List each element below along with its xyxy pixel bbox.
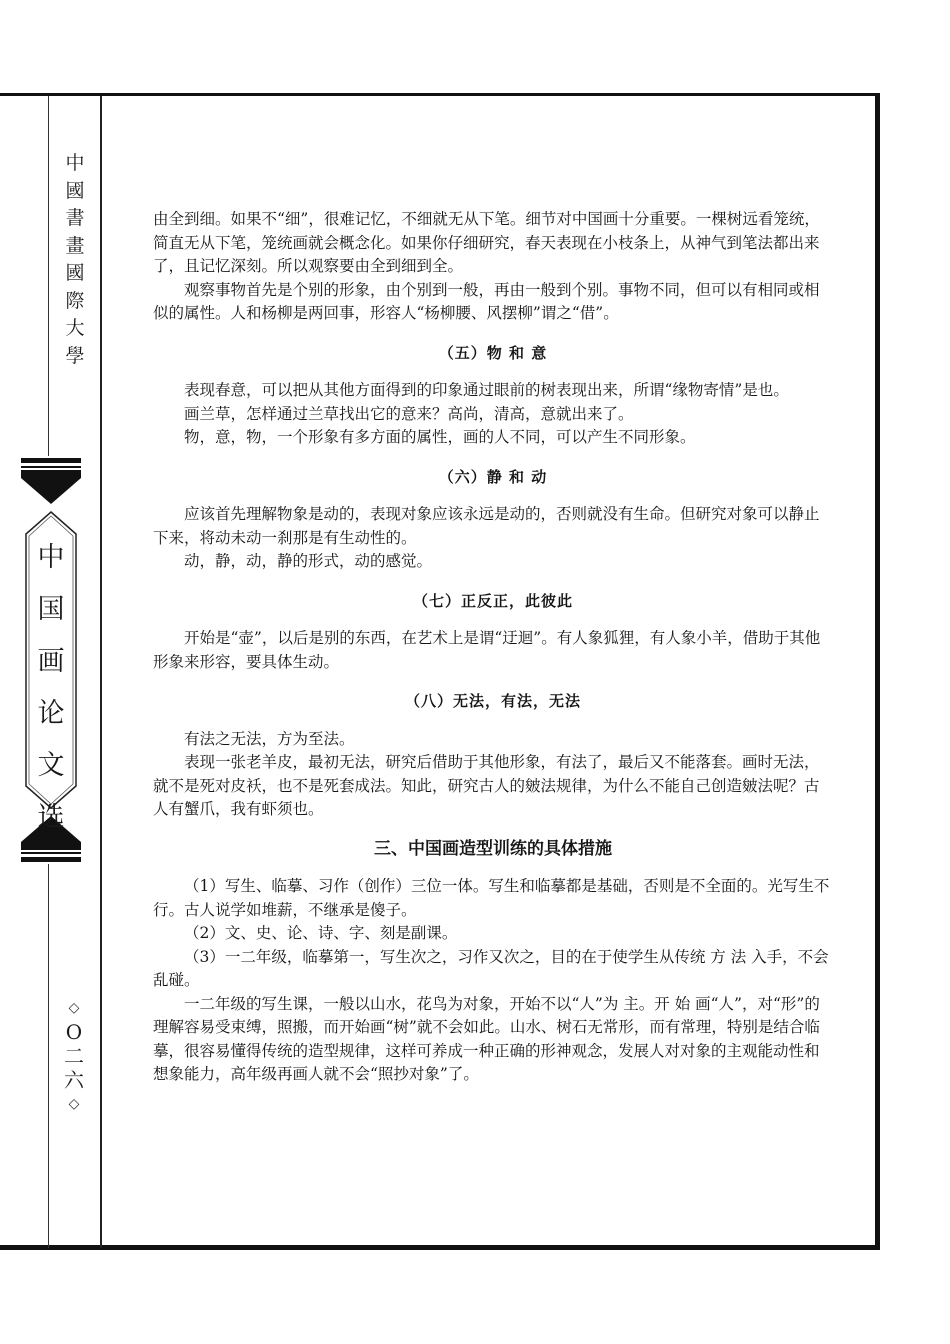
series-char: 中 (65, 152, 85, 174)
book-title-char: 论 (37, 698, 65, 729)
paragraph: 有法之无法，方为至法。 (184, 729, 355, 748)
section-heading: （八）无法，有法，无法 (404, 692, 581, 710)
paragraph: 物，意，物，一个形象有多方面的属性，画的人不同，可以产生不同形象。 (184, 428, 696, 446)
series-char: 學 (65, 344, 85, 367)
page-number (62, 996, 86, 1124)
paragraph: 由全到细。如果不“细”，很难记忆，不细就无从下笔。细节对中国画十分重要。一棵树远看笼统，简直无从下笔，笼统画就会概念化。如果你仔细研究，春天表现在小枝条上，从神气到笔法都出来了，且记忆深刻。所以观察要由全到细到全。 (153, 210, 820, 275)
series-char: 大 (65, 317, 85, 339)
diamond-icon: ◇ (68, 1000, 80, 1016)
chapter-heading: 三、中国画造型训练的具体措施 (374, 838, 612, 859)
book-title-char: 选 (37, 802, 65, 833)
page-number-char: 二 (64, 1044, 84, 1068)
diamond-icon: ◇ (68, 1096, 80, 1112)
series-char: 國 (65, 179, 85, 202)
series-char: 畫 (65, 234, 85, 257)
book-title-char: 文 (37, 750, 65, 781)
series-char: 書 (65, 207, 85, 229)
paragraph: 画兰草，怎样通过兰草找出它的意来？高尚，清高，意就出来了。 (184, 404, 634, 423)
book-title-char: 画 (37, 646, 65, 677)
paragraph: 动，静，动，静的形式，动的感觉。 (184, 552, 433, 570)
paragraph: （2）文、史、论、诗、字、刻是副课。 (184, 924, 458, 942)
paragraph: 观察事物首先是个别的形象，由个别到一般，再由一般到个别。事物不同，但可以有相同或相似的属性。人和杨柳是两回事，形容人“杨柳腰、风摆柳”谓之“借”。 (153, 280, 820, 322)
paragraph: 开始是“壶”，以后是别的东西，在艺术上是谓“迂迴”。有人象狐狸，有人象小羊，借助于其他形象来形容，要具体生动。 (153, 629, 821, 671)
paragraph: 表现春意，可以把从其他方面得到的印象通过眼前的树表现出来，所谓“缘物寄情”是也。 (184, 381, 789, 399)
section-heading: （七）正反正，此彼此 (412, 591, 573, 610)
main-text (153, 208, 833, 1087)
paragraph: 应该首先理解物象是动的，表现对象应该永远是动的，否则就没有生命。但研究对象可以静止下来，将动未动一刹那是有生动性的。 (153, 505, 820, 547)
series-char: 際 (65, 289, 85, 312)
page-number-char: O (65, 1020, 83, 1044)
section-heading: （五）物 和 意 (438, 343, 548, 362)
section-heading: （六）静 和 动 (438, 467, 548, 486)
page-number-char: 六 (64, 1068, 84, 1092)
paragraph: 表现一张老羊皮，最初无法，研究后借助于其他形象，有法了，最后又不能落套。画时无法，就不是死对皮袄，也不是死套成法。知此，研究古人的皴法规律，为什么不能自己创造皴法呢？古人有蟹爪，我有虾须也。 (153, 753, 820, 818)
book-title-char: 中 (37, 542, 65, 573)
paragraph: （1）写生、临摹、习作（创作）三位一体。写生和临摹都是基础，否则是不全面的。光写生不行。古人说学如堆薪，不继承是傻子。 (153, 877, 830, 919)
paragraph: 一二年级的写生课，一般以山水，花鸟为对象，开始不以“人”为 主。开 始 画“人”，对“形”的理解容易受束缚，照搬，而开始画“树”就不会如此。山水、树石无常形，而有常理，特别是结合临摹，很容易懂得传统的造型规律，这样可养成一种正确的形神观念，发展人对对象的主观能动性和想象能力，高年级再画人就不会“照抄对象”了。 (153, 994, 820, 1083)
paragraph: （3）一二年级，临摹第一，写生次之，习作又次之，目的在于使学生从传统 方 法 入手，不会乱碰。 (153, 947, 829, 989)
series-title (48, 150, 102, 370)
book-title-char: 国 (37, 594, 65, 625)
series-char: 國 (65, 262, 85, 284)
book-title (20, 532, 82, 844)
